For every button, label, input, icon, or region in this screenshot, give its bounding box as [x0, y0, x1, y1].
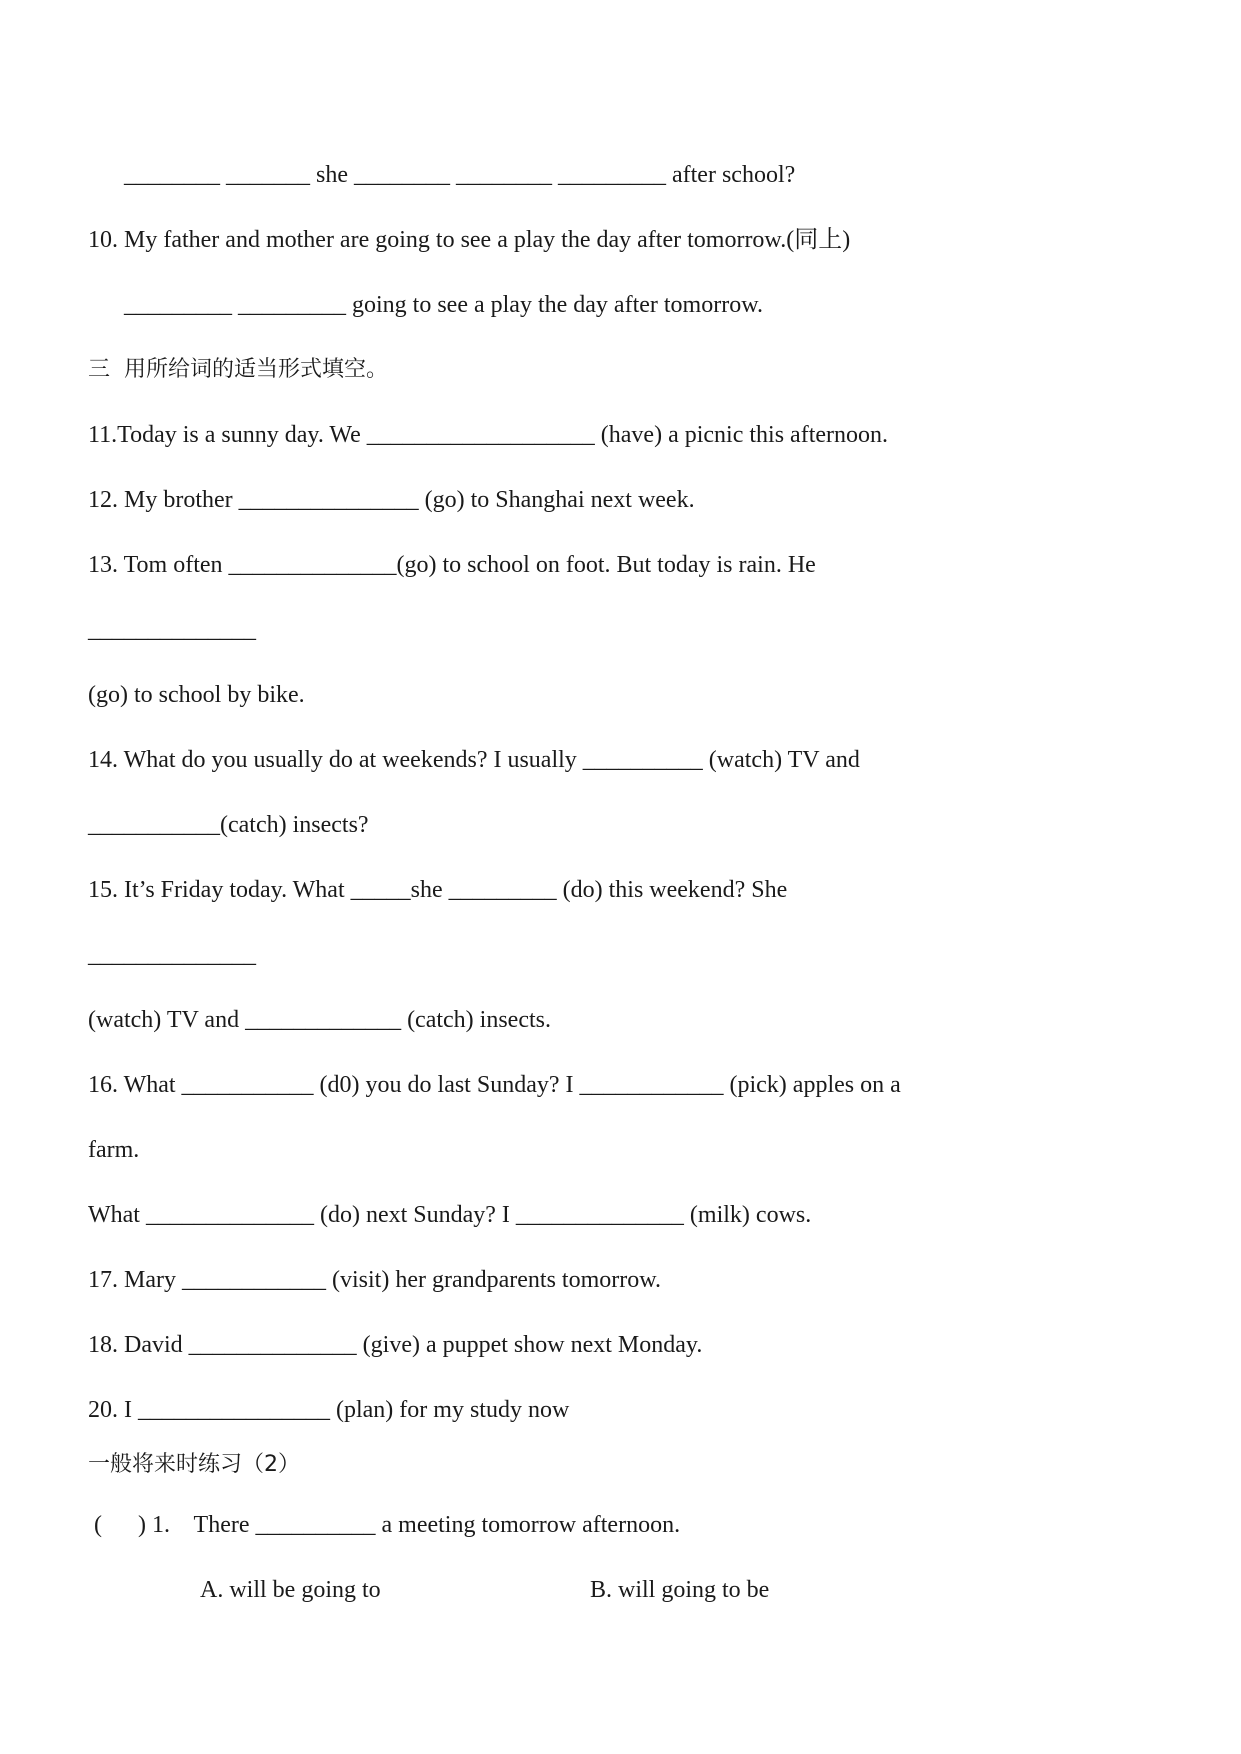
q20: 20. I ________________ (plan) for my study now: [88, 1397, 570, 1423]
q13: 13. Tom often ______________(go) to school on foot. But today is rain. He: [88, 552, 816, 578]
q14: 14. What do you usually do at weekends? I usually __________ (watch) TV and: [88, 747, 860, 773]
q15-blank: ______________: [88, 942, 256, 968]
q15-continuation: (watch) TV and _____________ (catch) insects.: [88, 1007, 551, 1033]
section-3-heading: 三 用所给词的适当形式填空。: [88, 357, 388, 382]
q10-answer-line: _________ _________ going to see a play the day after tomorrow.: [124, 292, 763, 318]
mc-q1: ( ) 1. There __________ a meeting tomorrow afternoon.: [88, 1512, 681, 1538]
q14-continuation: ___________(catch) insects?: [88, 812, 369, 838]
mc-q1-option-b: B. will going to be: [590, 1577, 770, 1603]
exercise-2-heading: 一般将来时练习（2）: [88, 1452, 300, 1477]
q11: 11.Today is a sunny day. We ___________________ (have) a picnic this afternoon.: [88, 422, 889, 448]
q16-followup: What ______________ (do) next Sunday? I ______________ (milk) cows.: [88, 1202, 812, 1228]
q17: 17. Mary ____________ (visit) her grandparents tomorrow.: [88, 1267, 661, 1293]
q13-blank: ______________: [88, 617, 256, 643]
q16-continuation: farm.: [88, 1137, 140, 1163]
q15: 15. It’s Friday today. What _____she _________ (do) this weekend? She: [88, 877, 788, 903]
q18: 18. David ______________ (give) a puppet show next Monday.: [88, 1332, 703, 1358]
q12: 12. My brother _______________ (go) to Shanghai next week.: [88, 487, 695, 513]
q10-sentence: 10. My father and mother are going to see a play the day after tomorrow.(同上): [88, 227, 851, 253]
q9-answer-line: ________ _______ she ________ ________ _________ after school?: [124, 162, 796, 188]
q16: 16. What ___________ (d0) you do last Sunday? I ____________ (pick) apples on a: [88, 1072, 901, 1098]
mc-q1-option-a: A. will be going to: [200, 1577, 381, 1603]
q13-continuation: (go) to school by bike.: [88, 682, 305, 708]
